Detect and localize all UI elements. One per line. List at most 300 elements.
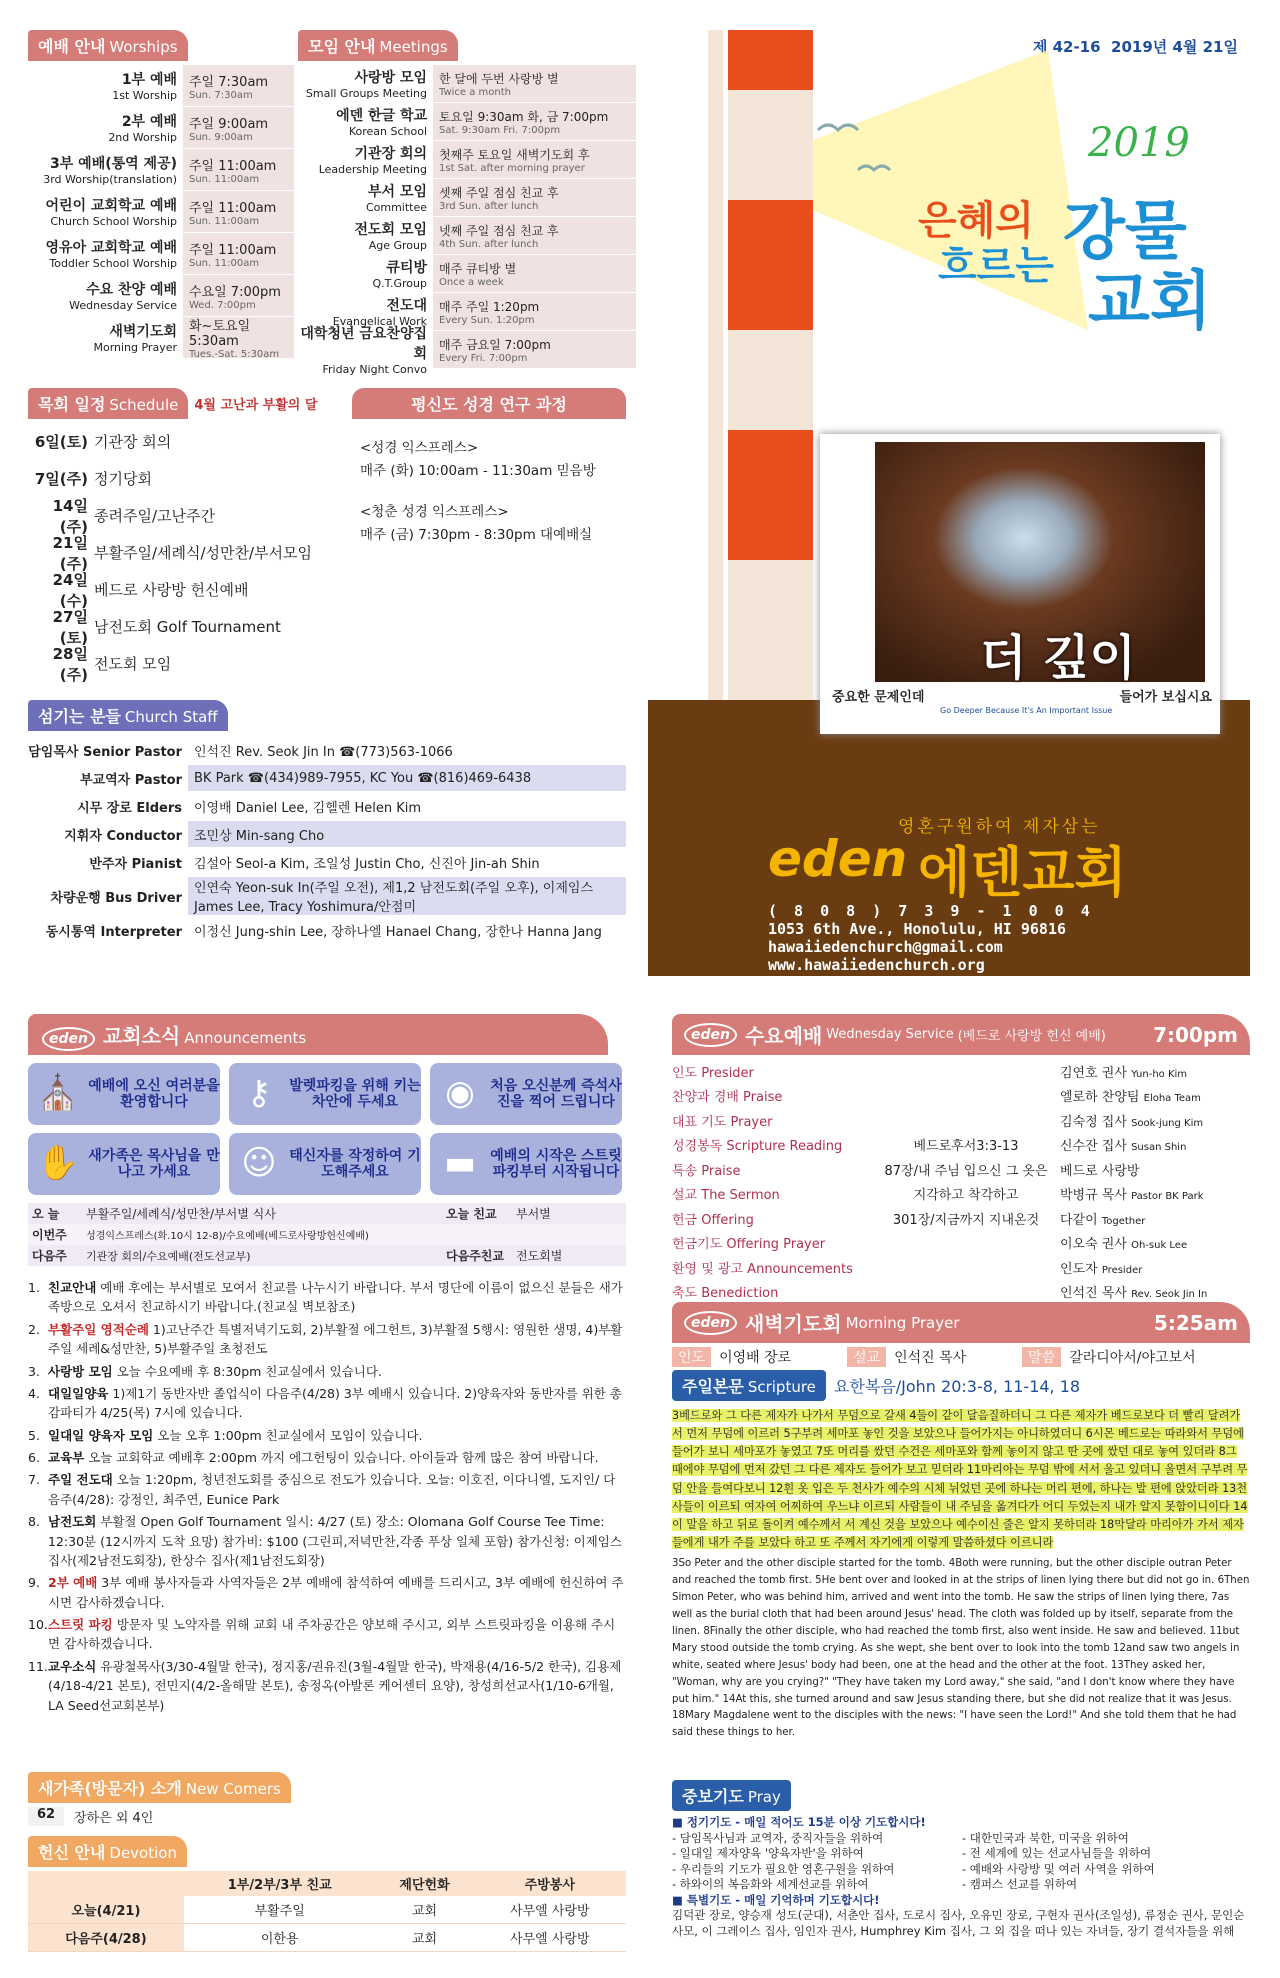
announcement-keyword: 부활주일 영적순례 [48,1321,149,1337]
schedule-date: 7일(주) [34,470,88,488]
church-name: 에덴교회 [918,841,1127,904]
meeting-name-en: Korean School [348,125,427,138]
worship-time-ko: 화~토요일 5:30am [189,319,251,349]
staff-name: BK Park ☎(434)989-7955, KC You ☎(816)469-6438 [188,765,626,791]
devotion-cell: 오늘(4/21) [28,1896,184,1924]
announcement-item [28,1615,626,1654]
cover-year: 2019 [1088,120,1190,166]
meeting-name-ko: 대학청년 금요찬양집회 [300,326,427,362]
staff-row [28,793,626,821]
announcement-item [28,1573,626,1612]
newcomers-header: 새가족(방문자) 소개 New Comers [28,1772,291,1803]
announcement-card-key [229,1063,421,1125]
worship-time-en: Tues.-Sat. 5:30am [189,349,280,360]
announcement-card-text: 예배의 시작은 스트릿 파킹부터 시작됩니다 [490,1147,622,1180]
worship-time-en: Sun. 9:00am [189,131,253,143]
meeting-time-ko: 토요일 9:30am 화, 금 7:00pm [439,109,609,124]
announcement-text: 유광철목사(3/30-4월말 한국), 정지홍/권유진(3월-4월말 한국), 박재용(4/16-5/2 한국), 김용제(4/18-4/21 본토), 전민지(4/2-올해말 본토), 송정옥(아발론 케어센터 요양), 창성희선교사(1/10-6개월, LA Seed선교회본부) [48,1658,622,1713]
devotion-col-head: 1부/2부/3부 친교 [227,1878,332,1893]
meeting-time [433,293,636,330]
pray-item: - 전 세계에 있는 선교사님들을 위하여 [962,1846,1152,1861]
wednesday-leader [1060,1111,1250,1130]
worship-name [28,149,183,190]
church-logo: eden [768,830,908,888]
meeting-time [433,103,636,140]
announcement-keyword: 교육부 [48,1450,85,1465]
announcement-keyword: 남전도회 [48,1514,97,1530]
worship-name-ko: 영유아 교회학교 예배 [45,240,177,256]
meeting-row [298,103,636,141]
cover-big2: 교회 [1088,265,1212,339]
meeting-name [298,217,433,254]
worship-name [28,317,183,358]
devotion-cell: 사무엘 사랑방 [474,1924,626,1952]
announcement-item [28,1470,626,1509]
meeting-name-en: Friday Night Convo [322,363,427,376]
staff-name: 김설아 Seol-a Kim, 조일성 Justin Cho, 신진아 Jin-ah Shin [194,856,540,872]
wednesday-leader-en: Presider [1101,1264,1143,1276]
worship-name-ko: 2부 예배 [121,114,177,130]
cover-line1: 은혜의 [918,198,1034,244]
church-address: 1053 6th Ave., Honolulu, HI 96816 [768,920,1067,938]
church-email[interactable]: hawaiiedenchurch@gmail.com [768,938,1003,956]
worship-name-en: Wednesday Service [69,299,177,312]
worship-name-en: Church School Worship [50,215,177,228]
wednesday-leader-ko: 인도자 [1060,1261,1098,1277]
announcement-number: 4. [28,1385,40,1401]
announcement-item [28,1426,626,1445]
wednesday-item: 헌금 Offering [672,1212,754,1228]
meeting-row [298,141,636,179]
announcement-keyword: 사랑방 모임 [48,1363,113,1379]
baby-icon: ☺ [241,1143,277,1184]
meeting-name [298,103,433,140]
announcement-card-church [28,1063,220,1125]
meeting-time-en: Sat. 9:30am Fri. 7:00pm [439,124,561,136]
meeting-time-ko: 매주 주일 1:20pm [439,299,540,314]
wednesday-leader-en: Oh-suk Lee [1131,1240,1188,1252]
devotion-cell: 교회 [376,1924,474,1952]
staff-role: 담임목사 Senior Pastor [28,744,182,760]
meeting-time-ko: 매주 큐티방 별 [439,261,517,276]
announcement-item [28,1278,626,1317]
bible-course-2-time: 매주 (금) 7:30pm - 8:30pm 대예배실 [360,526,593,543]
wednesday-item: 축도 Benediction [672,1286,779,1302]
meeting-name-en: Leadership Meeting [318,163,427,176]
schedule-date: 24일(수) [52,570,88,610]
meeting-time-en: Twice a month [439,86,512,98]
caption-en: Go Deeper Because It's An Important Issue [940,706,1113,715]
announcement-text: 오늘 1:20pm, 청년전도회를 중심으로 전도가 있습니다. 오늘: 이호진, 이다니엘, 도지인/ 다음주(4/28): 강정인, 최주연, Eunice Park [48,1472,616,1507]
morning-header: eden 새벽기도회 Morning Prayer 5:25am [672,1302,1250,1343]
church-phone: ( 8 0 8 ) 7 3 9 - 1 0 0 4 [768,902,1094,920]
staff-role: 반주자 Pianist [89,856,182,872]
schedule-header: 목회 일정 Schedule [28,388,188,419]
worship-name-ko: 수요 찬양 예배 [86,282,177,298]
wednesday-leader-en: Eloha Team [1143,1093,1201,1105]
staff-name: 이영배 Daniel Lee, 김헬렌 Helen Kim [194,800,422,816]
meeting-time [433,141,636,178]
announcement-number: 7. [28,1472,40,1488]
wednesday-leader [1060,1233,1250,1252]
wednesday-leader-ko: 다같이 [1060,1212,1098,1228]
worship-name-ko: 어린이 교회학교 예배 [45,198,177,214]
schedule-section [28,388,348,682]
wednesday-row [672,1059,1250,1084]
church-website[interactable]: www.hawaiiedenchurch.org [768,956,985,974]
bible-course-1-time: 매주 (화) 10:00am - 11:30am 믿음방 [360,462,596,479]
worship-row [28,65,294,107]
scripture-korean: 3베드로와 그 다른 제자가 나가서 무덤으로 갈새 4둘이 같이 달음질하더니 그 다른 제자가 베드로보다 더 빨리 달려가서 먼저 무덤에 이르러 5구부려 세마포 놓인 것을 보았으나 들어가지는 아니하였더니 6시몬 베드로는 따라와서 무덤에 들어가 보니 세마포가 놓였고 7또 머리를 쌌던 수건은 세마포와 함께 놓이지 않고 딴 곳에 쌌던 대로 놓여 있더라 8그 때에야 무덤에 먼저 갔던 그 다른 제자도 들어가 보고 믿더라 11마리아는 무덤 밖에 서서 울고 있더니 울면서 구부려 무덤 안을 들여다보니 12흰 옷 입은 두 천사가 예수의 시체 뉘었던 곳에 하나는 머리 편에, 하나는 발 편에 앉았더라 13천사들이 이르되 여자여 어찌하여 우느냐 이르되 사람들이 내 주님을 옮겨다가 어디 두었는지 내가 알지 못함이니이다 14이 말을 하고 뒤로 돌이켜 예수께서 서 계신 것을 보았으나 예수이신 줄은 알지 못하더라 18막달라 마리아가 가서 제자들에게 내가 주를 보았다 하고 또 주께서 자기에게 이렇게 말씀하셨다 이르니라 [672,1409,1248,1549]
announcement-card-text: 발렛파킹을 위해 키는 차안에 두세요 [289,1077,421,1110]
camera-icon: ◉ [445,1073,475,1114]
worship-row [28,233,294,275]
wednesday-section [672,1014,1250,1304]
announcement-text: 예배 후에는 부서별로 모여서 친교를 나누시기 바랍니다. 부서 명단에 이름이 없으신 분들은 새가족방으로 오셔서 친교하시기 바랍니다.(친교실 벽보참조) [48,1280,623,1315]
worship-name-ko: 새벽기도회 [109,324,177,340]
bible-course-2: <청춘 성경 익스프레스> [360,503,509,520]
devotion-header: 헌신 안내 Devotion [28,1836,187,1867]
worship-name-ko: 3부 예배(통역 제공) [50,156,177,172]
announcement-number: 9. [28,1575,40,1591]
staff-row [28,821,626,849]
devotion-cell: 사무엘 사랑방 [474,1896,626,1924]
worship-name-ko: 1부 예배 [121,72,177,88]
meeting-name [298,65,433,102]
staff-role: 시무 장로 Elders [77,800,182,816]
pray-list-left [672,1831,962,1893]
wednesday-detail: 87장/내 주님 입으신 그 옷은 [884,1163,1048,1179]
devotion-cell: 교회 [376,1896,474,1924]
worship-time [183,107,294,148]
wednesday-leader-ko: 김연호 권사 [1060,1065,1127,1081]
schedule-row [28,534,348,571]
pray-item: - 담임목사님과 교역자, 중직자들을 위하여 [672,1830,884,1845]
schedule-event: 종려주일/고난주간 [94,507,215,525]
announcement-number: 1. [28,1280,40,1295]
meeting-name-en: Evangelical Work [332,315,427,328]
announcement-keyword: 친교안내 [48,1280,97,1295]
bible-course-1: <성경 익스프레스> [360,440,479,456]
wednesday-item: 대표 기도 Prayer [672,1114,773,1130]
wednesday-item: 찬양과 경배 Praise [672,1090,783,1106]
announcements-section [28,1014,626,1718]
handshake-icon: ✋ [36,1143,80,1184]
meetings-section [298,30,636,376]
wednesday-row [672,1182,1250,1207]
announcement-card-text: 새가족은 목사님을 만나고 가세요 [88,1147,220,1180]
announcement-text: 3부 예배 봉사자들과 사역자들은 2부 예배에 참석하여 예배를 드리시고, 3부 예배에 헌신하여 주시면 감사하겠습니다. [48,1575,624,1610]
scripture-header: 주일본문 Scripture [672,1370,826,1401]
staff-section [28,700,626,945]
announcement-number: 10. [28,1617,48,1632]
worship-name-en: 3rd Worship(translation) [43,173,177,186]
meeting-time-ko: 넷째 주일 점심 친교 후 [439,223,559,238]
schedule-event: 베드로 사랑방 헌신예배 [94,581,249,599]
announcement-item [28,1512,626,1570]
meeting-time [433,217,636,254]
schedule-subtitle: 4월 고난과 부활의 달 [194,398,318,413]
worship-time [183,191,294,232]
announcement-number: 2. [28,1321,40,1337]
devotion-row [28,1924,626,1952]
worship-time [183,65,294,106]
meeting-name-en: Age Group [368,239,427,252]
staff-row [28,765,626,793]
pray-item: - 하와이의 복음화와 세계선교를 위하여 [672,1877,869,1892]
announcement-keyword: 스트릿 파킹 [48,1617,113,1632]
wednesday-leader-en: Pastor BK Park [1131,1191,1204,1203]
schedule-list [28,423,348,682]
pray-item: - 대한민국과 북한, 미국을 위하여 [962,1830,1129,1845]
staff-role: 지휘자 Conductor [64,828,182,844]
devotion-col-head: 제단헌화 [399,1878,450,1893]
meeting-name-en: Committee [365,201,427,214]
meeting-name [298,255,433,292]
church-icon: ⛪ [36,1073,80,1114]
announcement-cards [28,1063,626,1195]
meeting-name-ko: 큐티방 [386,260,427,276]
wednesday-item: 인도 Presider [672,1065,754,1081]
devotion-section [28,1836,626,1952]
pray-header: 중보기도 Pray [672,1780,791,1811]
worship-name-en: 2nd Worship [108,131,177,144]
worship-row [28,191,294,233]
pray-item: - 캠퍼스 선교를 위하여 [962,1877,1078,1892]
announcement-text: 부활절 Open Golf Tournament 일시: 4/27 (토) 장소: Olomana Golf Course Tee Time: 12:30분 (12시까지 도착 요망) 참가비: $100 (그린피,저녁만찬,각종 푸상 일체 포함) 참가신청: 이제임스 집사(제2남전도회장), 한상수 집사(제1남전도회장) [48,1514,622,1568]
wednesday-detail: 지각하고 착각하고 [913,1188,1019,1204]
worship-name-en: 1st Worship [112,89,177,102]
devotion-col-head [28,1871,184,1896]
announcement-card-camera [430,1063,622,1125]
morning-section [672,1302,1250,1367]
bible-course-section [352,388,626,547]
wednesday-leader-ko: 베드로 사랑방 [1060,1163,1140,1179]
wednesday-item: 특송 Praise [672,1163,741,1179]
announcement-keyword: 교우소식 [48,1658,97,1674]
worship-name [28,65,183,106]
wednesday-leader-en: Rev. Seok Jin In [1131,1289,1208,1301]
newcomers-section [28,1772,626,1826]
announcement-card-text: 처음 오신분께 즉석사진을 찍어 드립니다 [490,1077,622,1110]
key-icon: ⚷ [246,1073,272,1114]
wednesday-leader-ko: 인석진 목사 [1060,1286,1127,1302]
announcement-card-handshake [28,1133,220,1195]
worship-name [28,233,183,274]
wednesday-leader-en: Yun-ho Kim [1131,1068,1188,1080]
caption-right: 들어가 보십시요 [1119,690,1212,705]
meeting-row [298,217,636,255]
worship-time-ko: 주일 11:00am [189,242,277,258]
meetings-list [298,65,636,376]
worship-row [28,275,294,317]
meeting-name-ko: 에덴 한글 학교 [336,108,427,124]
worship-name-en: Toddler School Worship [49,257,177,270]
worship-time-ko: 주일 7:30am [189,74,269,90]
meeting-time-ko: 셋째 주일 점심 친교 후 [439,185,559,200]
worship-time-ko: 수요일 7:00pm [189,284,281,300]
schedule-row [28,645,348,682]
worship-time [183,275,294,316]
wednesday-leader [1060,1135,1250,1154]
schedule-row [28,608,348,645]
meetings-header: 모임 안내 Meetings [298,30,458,61]
wednesday-row [672,1108,1250,1133]
staff-role: 부교역자 Pastor [79,772,182,788]
announcement-item [28,1320,626,1359]
meeting-name [298,141,433,178]
announcement-item [28,1362,626,1381]
meeting-time-en: 3rd Sun. after lunch [439,200,539,212]
meeting-name-ko: 부서 모임 [368,184,427,200]
schedule-date: 28일(주) [52,644,88,684]
meeting-time [433,179,636,216]
meeting-time-en: Every Sun. 1:20pm [439,314,535,326]
pray-item: - 예배와 사랑방 및 여러 사역을 위하여 [962,1861,1155,1876]
worship-section [28,30,294,359]
wednesday-leader-ko: 엘로하 찬양팀 [1060,1090,1140,1106]
wednesday-header: eden 수요예배 Wednesday Service (베드로 사랑방 헌신 예배) 7:00pm [672,1014,1250,1055]
meeting-time-en: Once a week [439,276,504,288]
wednesday-order [672,1059,1250,1304]
staff-name: 인연숙 Yeon-suk In(주일 오전), 제1,2 남전도회(주일 오후), 이제임스 James Lee, Tracy Yoshimura/안점미 [188,877,626,915]
wednesday-leader [1060,1282,1250,1301]
schedule-event: 정기당회 [94,470,152,488]
wednesday-leader-en: Together [1101,1215,1146,1227]
schedule-row [28,460,348,497]
wednesday-leader [1060,1062,1250,1081]
wednesday-leader [1060,1184,1250,1203]
schedule-date: 21일(주) [52,533,88,573]
staff-name: 인석진 Rev. Seok Jin In ☎(773)563-1066 [194,744,453,760]
announcement-text: 1)제1기 동반자반 졸업식이 다음주(4/28) 3부 예배시 있습니다. 2)양육자와 동반자를 위한 총감파티가 4/25(목) 7시에 있습니다. [48,1385,622,1421]
cover [648,30,1250,976]
schedule-date: 14일(주) [52,496,88,536]
staff-role: 동시통역 Interpreter [45,924,182,940]
newcomers-count: 62 [28,1807,64,1826]
devotion-table [28,1871,626,1952]
issue-info: 제 42-16 2019년 4월 21일 [1032,38,1238,56]
worship-time-en: Sun. 11:00am [189,257,260,269]
pray-section [672,1780,1250,1939]
announcement-number: 6. [28,1450,40,1465]
wednesday-detail: 베드로후서3:3-13 [913,1139,1019,1155]
staff-row [28,917,626,945]
devotion-cell: 부활주일 [184,1896,376,1924]
announcement-keyword: 주일 전도대 [48,1472,113,1488]
schedule-event: 전도회 모임 [94,655,172,673]
wednesday-item: 설교 The Sermon [672,1188,780,1204]
meeting-time-ko: 매주 금요일 7:00pm [439,337,551,352]
cover-line2: 흐르는 [938,243,1054,289]
schedule-date: 27일(토) [52,607,88,647]
schedule-row [28,423,348,460]
announcement-text: 오늘 수요예배 후 8:30pm 친교실에서 있습니다. [112,1363,382,1379]
worship-name-en: Morning Prayer [93,341,177,354]
contact-block [768,902,1094,974]
cover-big1: 강물 [1063,195,1187,269]
church-slogan: 영혼구원하여 제자삼는 [898,817,1101,837]
wednesday-row [672,1255,1250,1280]
meeting-name [298,326,433,376]
worship-time-en: Sun. 11:00am [189,215,260,227]
announcement-keyword: 2부 예배 [48,1575,98,1591]
wednesday-leader [1060,1209,1250,1228]
wednesday-leader [1060,1258,1250,1277]
meeting-time [433,255,636,292]
meeting-time [433,65,636,102]
worship-time [183,317,294,358]
wednesday-row [672,1133,1250,1158]
announcements-header: eden 교회소식 Announcements [28,1014,608,1055]
announcement-keyword: 일대일 양육자 모임 [48,1427,154,1443]
devotion-cell: 다음주(4/28) [28,1924,184,1952]
pray-heading-2: ■ 특별기도 - 매일 기억하며 기도합시다! [672,1892,880,1907]
meeting-time-ko: 한 달에 두번 사랑방 별 [439,71,559,86]
schedule-date: 6일(토) [34,433,88,451]
meeting-row [298,326,636,376]
bible-course-header: 평신도 성경 연구 과정 [352,388,626,419]
announcement-item [28,1657,626,1715]
today-table: 오 늘 부활주일/세례식/성만찬/부서별 식사 오늘 친교 부서별 이번주 성경익스프레스(화.10시 12-8)/수요예배(베드로사랑방헌신예배) 다음주 기관장 회의/수요예배(전도선교부) 다음주친교 전도회별 [28,1203,626,1266]
worship-time-en: Wed. 7:00pm [189,299,256,311]
schedule-event: 남전도회 Golf Tournament [94,618,281,636]
staff-name: 조민상 Min-sang Cho [188,821,626,847]
devotion-col-head: 주방봉사 [524,1878,575,1893]
worship-row [28,149,294,191]
wednesday-leader-ko: 이오숙 권사 [1060,1237,1127,1253]
announcement-card-baby [229,1133,421,1195]
devotion-header-row [28,1871,626,1896]
wednesday-row [672,1231,1250,1256]
wednesday-leader-en: Susan Shin [1131,1142,1187,1154]
wednesday-leader-ko: 김숙정 집사 [1060,1114,1127,1130]
announcement-number: 3. [28,1363,40,1379]
meeting-row [298,179,636,217]
wednesday-row [672,1206,1250,1231]
announcement-number: 11. [28,1658,48,1674]
worship-time-ko: 주일 11:00am [189,200,277,216]
staff-row [28,849,626,877]
devotion-row [28,1896,626,1924]
meeting-time-en: 4th Sun. after lunch [439,238,539,250]
meeting-row [298,65,636,103]
staff-role: 차량운행 Bus Driver [50,890,182,906]
meeting-time [433,331,636,368]
wednesday-leader [1060,1086,1250,1105]
scripture-section [672,1370,1250,1742]
morning-info: 인도 이영배 장로 설교 인석진 목사 말씀 갈라디아서/야고보서 [672,1347,1250,1367]
worship-time-ko: 주일 11:00am [189,158,277,174]
worship-time [183,149,294,190]
meeting-name-ko: 전도대 [386,298,427,314]
newcomers-names: 장하은 외 4인 [74,1811,154,1826]
meeting-row [298,255,636,293]
meeting-name-ko: 사랑방 모임 [354,70,427,86]
announcement-card-car [430,1133,622,1195]
meeting-name-ko: 기관장 회의 [354,146,427,162]
announcement-list [28,1278,626,1715]
schedule-event: 부활주일/세례식/성만찬/부서모임 [94,544,313,562]
wednesday-row [672,1157,1250,1182]
announcement-item [28,1448,626,1467]
staff-header: 섬기는 분들 Church Staff [28,700,228,731]
wednesday-row [672,1084,1250,1109]
wednesday-leader [1060,1160,1250,1179]
artwork-title: 더 깊이 [980,630,1136,686]
cover-artwork [820,434,1220,734]
car-icon: ▬ [443,1143,477,1184]
